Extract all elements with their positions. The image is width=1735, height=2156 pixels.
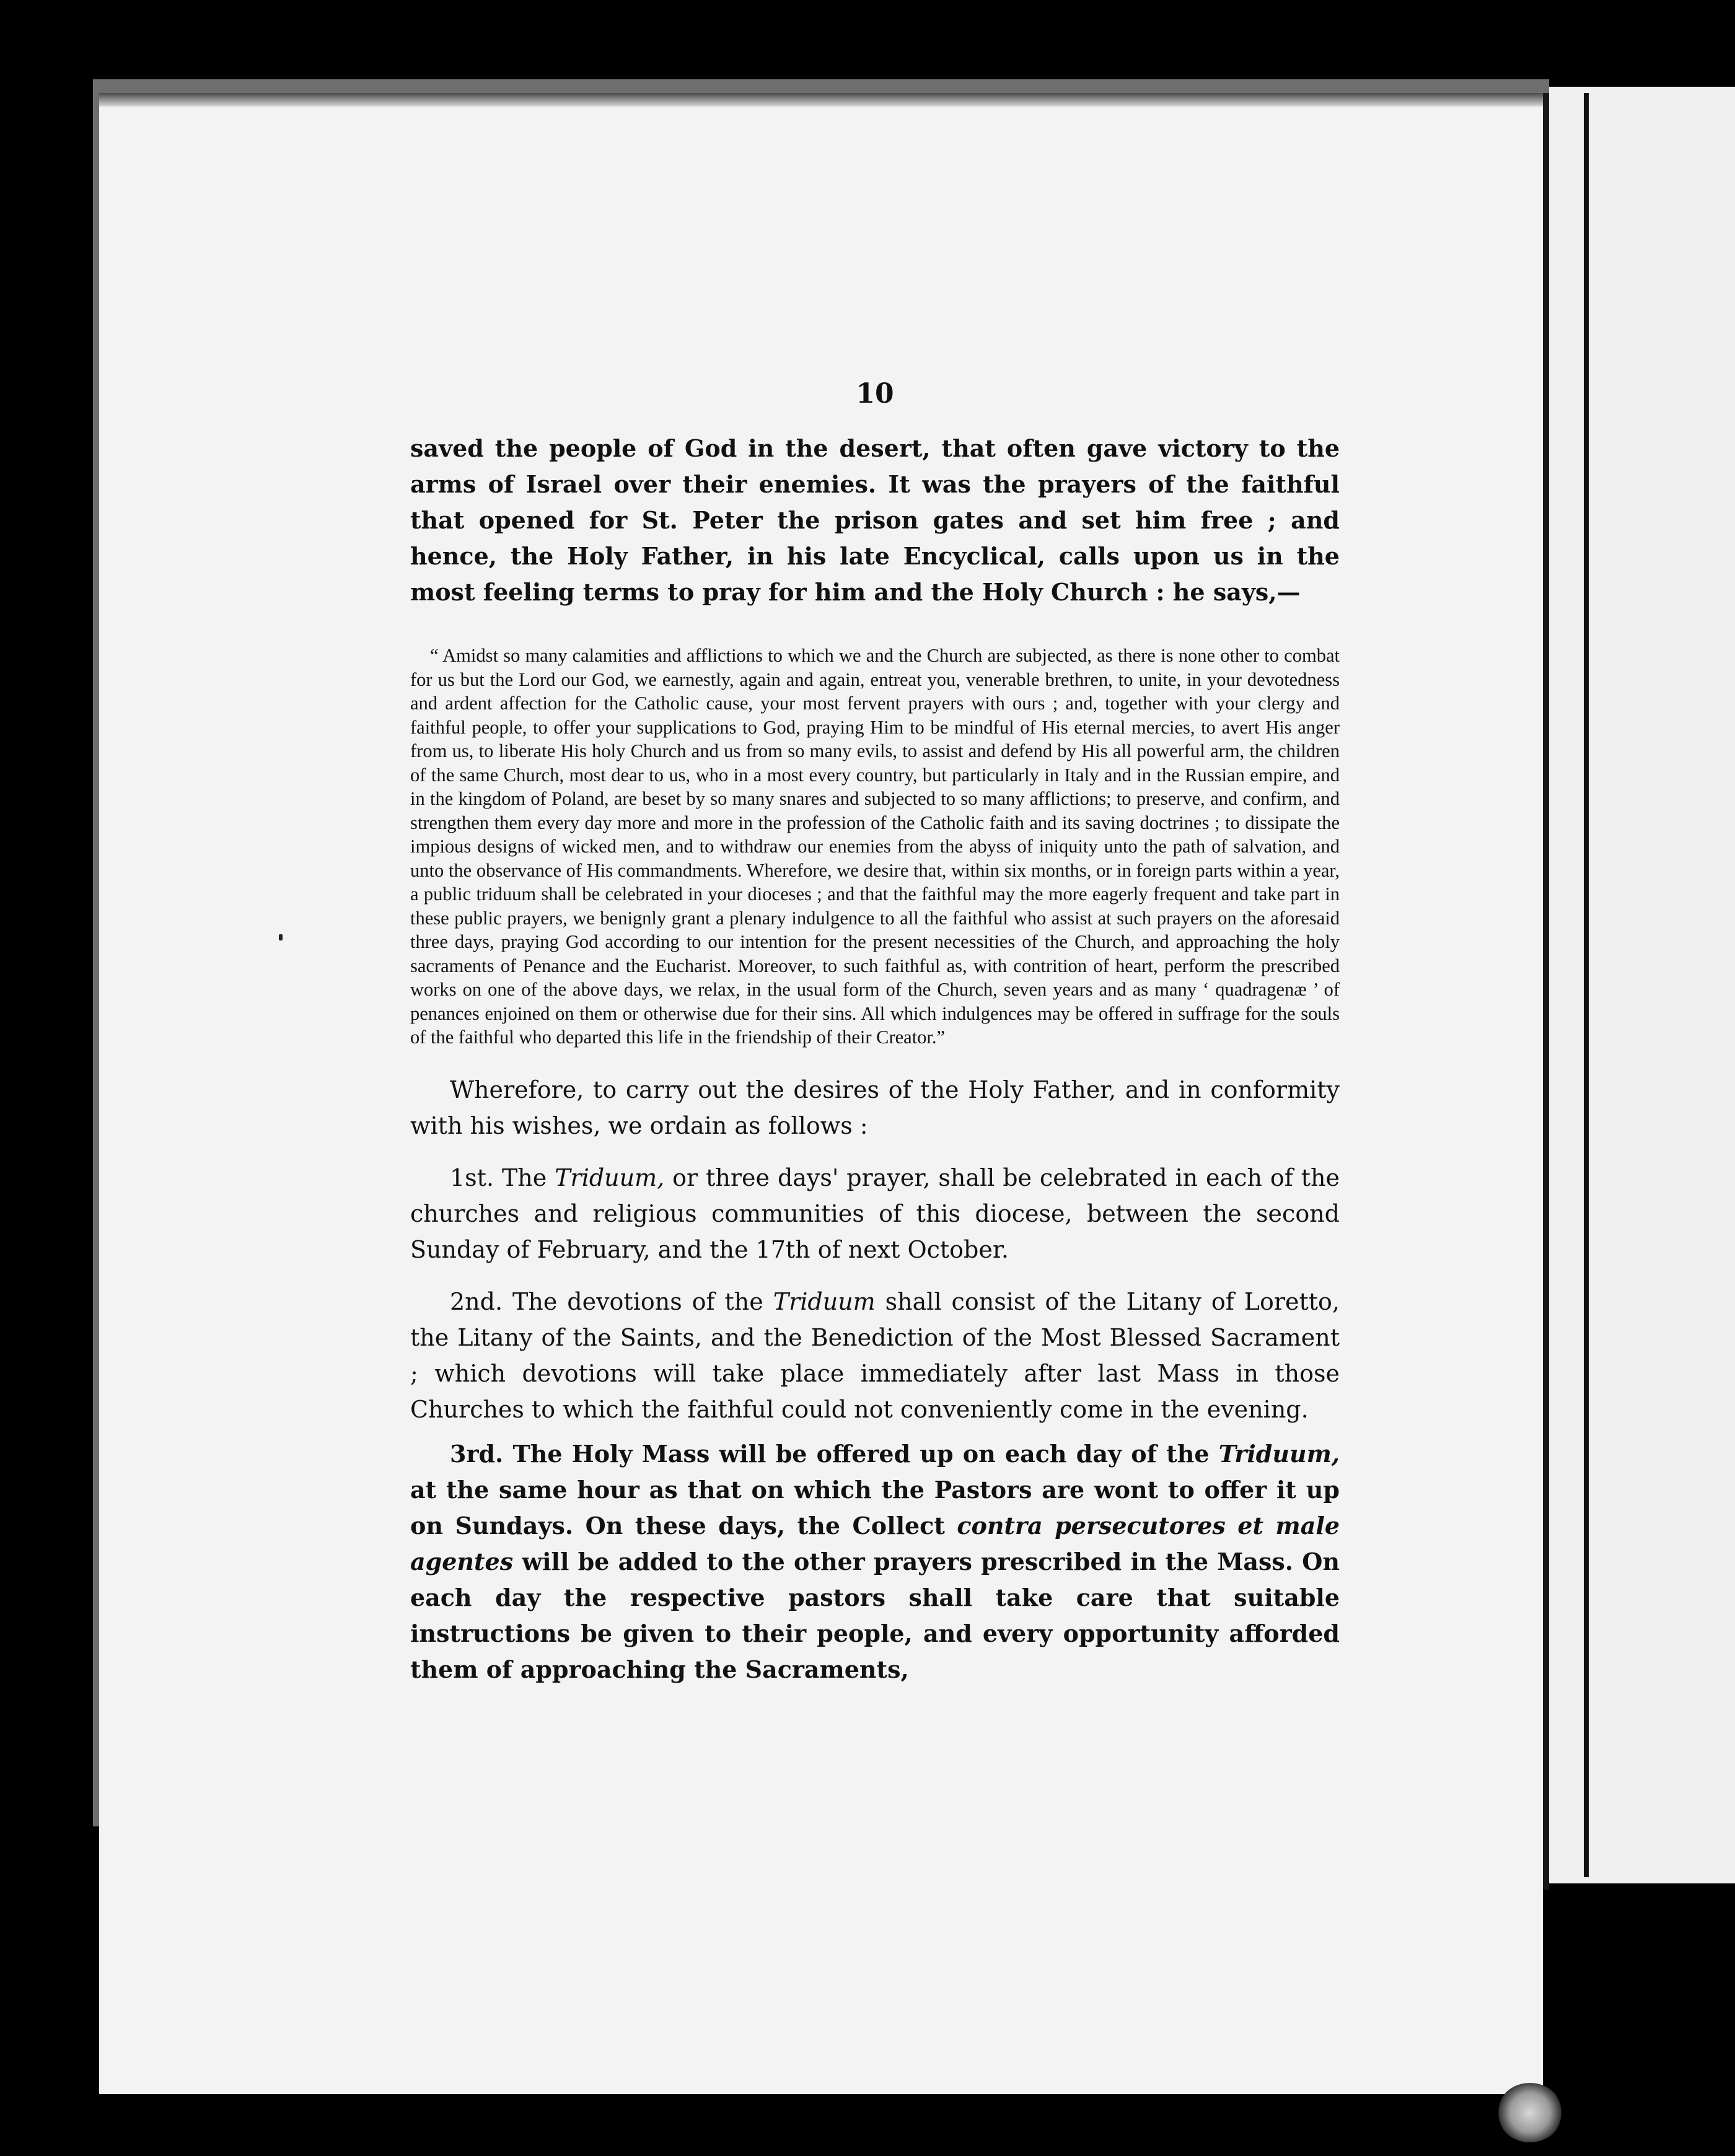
adjacent-page-edge: [1549, 87, 1735, 1883]
item-1-text-before: The: [501, 1163, 547, 1191]
page-number: 10: [856, 378, 894, 410]
item-2-text-after: shall consist of the Litany of Loretto, the Litany of the Saints, and the Benediction of the Most Blessed Sacrament ; which devotions will take place immediately after last Mass in those Churches to which the faithful could not conveniently come in the evening.: [410, 1287, 1340, 1423]
item-2-ordinal: 2nd.: [450, 1287, 503, 1315]
item-3-collect: contra persecutores et male agentes: [410, 1511, 1340, 1575]
item-3-term: Triduum,: [1218, 1439, 1340, 1468]
encyclical-quote: “ Amidst so many calamities and afflictions to which we and the Church are subjected, as there is none other to combat for us but the Lord our God, we earnestly, again and again, entreat you, venerable brethren, to unite, in your devotedness and ardent affection for the Catholic cause, your most fervent prayers with ours ; and, together with your clergy and faithful people, to offer your supplications to God, praying Him to be mindful of His eternal mercies, to avert His anger from us, to liberate His holy Church and us from so many evils, to assist and defend by His all powerful arm, the children of the same Church, most dear to us, who in a most every country, but particularly in Italy and in the Russian empire, and in the kingdom of Poland, are beset by so many snares and subjected to so many afflictions; to preserve, and confirm, and strengthen them every day more and more in the profession of the Catholic faith and its saving doctrines ; to dissipate the impious designs of wicked men, and to withdraw our enemies from the abyss of iniquity unto the path of salvation, and unto the observance of His commandments. Wherefore, we desire that, within six months, or in foreign parts within a year, a public triduum shall be celebrated in your dioceses ; and that the faithful may the more eagerly frequent and take part in these public prayers, we benignly grant a plenary indulgence to all the faithful who assist at such prayers on the aforesaid three days, praying God according to our intention for the present necessities of the Church, and approaching the holy sacraments of Penance and the Eucharist. Moreover, to such faithful as, with contrition of heart, perform the prescribed works on one of the above days, we relax, in the usual form of the Church, seven years and as many ‘ quadragenæ ’ of penances enjoined on them or otherwise due for their sins. All which indulgences may be offered in suffrage for the souls of the faithful who departed this life in the friendship of their Creator.”: [410, 645, 1340, 1048]
item-3-text-middle: at the same hour as that on which the Pastors are wont to offer it up on Sundays. On these days, the Collect: [410, 1475, 1340, 1540]
page-right-border: [1543, 93, 1549, 1890]
page-text: [410, 378, 1340, 1688]
ink-speck: [279, 934, 283, 940]
item-2-term: Triduum: [773, 1287, 876, 1315]
page-top-edge: [99, 93, 1543, 107]
ordinance-item-3: [410, 1436, 1340, 1688]
item-2-text-before: The devotions of the: [512, 1287, 763, 1315]
item-1-ordinal: 1st.: [450, 1163, 494, 1191]
item-3-text-before: The Holy Mass will be offered up on each day of the: [512, 1439, 1210, 1468]
ordinance-item-1: [410, 1160, 1340, 1268]
item-3-text-after: will be added to the other prayers prescribed in the Mass. On each day the respective pastors shall take care that suitable instructions be given to their people, and every opportunity afforded them of approaching the Sacraments,: [410, 1547, 1340, 1683]
item-1-term: Triduum,: [555, 1163, 665, 1191]
ordinance-item-2: [410, 1284, 1340, 1427]
item-3-ordinal: 3rd.: [450, 1439, 504, 1468]
opening-paragraph: saved the people of God in the desert, that often gave victory to the arms of Israel over their enemies. It was the prayers of the faithful that opened for St. Peter the prison gates and set him free ; and hence, the Holy Father, in his late Encyclical, calls upon us in the most feeling terms to pray for him and the Holy Church : he says,—: [410, 434, 1340, 606]
ordinance-intro: Wherefore, to carry out the desires of the Holy Father, and in conformity with his wishes, we ordain as follows :: [410, 1076, 1340, 1139]
scan-smudge: [1497, 2083, 1563, 2142]
adjacent-page-spine: [1584, 93, 1589, 1877]
item-1-text-after: or three days' prayer, shall be celebrated in each of the churches and religious communities of this diocese, between the second Sunday of February, and the 17th of next October.: [410, 1163, 1340, 1263]
